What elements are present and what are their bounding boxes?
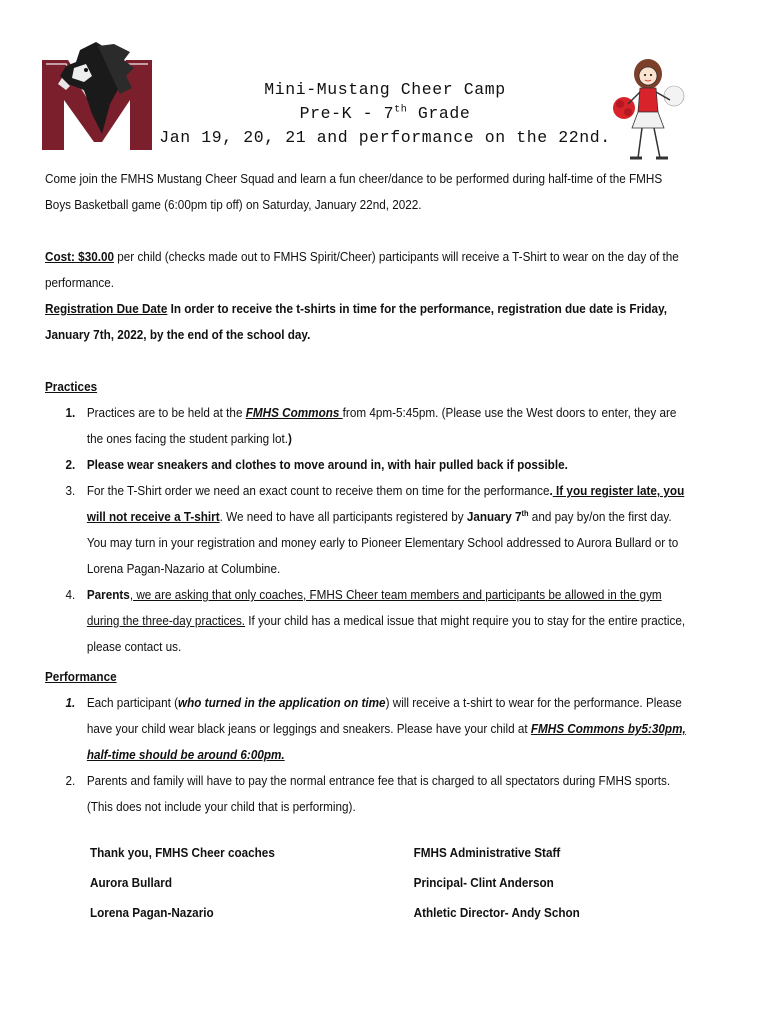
- registration-label: Registration Due Date: [45, 302, 168, 316]
- practices-list: [45, 400, 687, 660]
- intro-paragraph: Come join the FMHS Mustang Cheer Squad and learn a fun cheer/dance to be performed during half-time of the FMHS Boys Basketball game (6:00pm tip off) on Saturday, January 22nd, 2022.: [45, 172, 663, 212]
- list-item: 2. Please wear sneakers and clothes to move around in, with hair pulled back if possible.: [65, 458, 568, 472]
- flyer-body: [45, 166, 687, 820]
- camp-title: [150, 78, 620, 150]
- principal-name: Principal- Clint Anderson: [413, 876, 554, 890]
- list-item: 4. Parents, we are asking that only coaches, FMHS Cheer team members and participants be allowed in the gym during the three-day practices. If your child has a medical issue that might require you to stay for the entire practice, please contact us.: [65, 588, 686, 654]
- coach-name: Lorena Pagan-Nazario: [90, 906, 214, 920]
- cost-label: Cost: $30.00: [45, 250, 115, 264]
- admin-signoff: FMHS Administrative Staff: [413, 846, 561, 860]
- cost-paragraph: Cost: $30.00 per child (checks made out to FMHS Spirit/Cheer) participants will receive a T-Shirt to wear on the day of the performance.: [45, 250, 679, 290]
- practices-heading: Practices: [45, 380, 98, 394]
- title-line-1: Mini-Mustang Cheer Camp: [264, 80, 506, 99]
- list-item: 2. Parents and family will have to pay the normal entrance fee that is charged to all spectators during FMHS sports. (This does not include your child that is performing).: [65, 774, 671, 814]
- title-line-2: Pre-K - 7th Grade: [299, 104, 471, 123]
- coach-name: Aurora Bullard: [90, 876, 172, 890]
- registration-paragraph: Registration Due Date In order to receive the t-shirts in time for the performance, registration due date is Friday, January 7th, 2022, by the end of the school day.: [45, 302, 667, 342]
- performance-heading: Performance: [45, 670, 117, 684]
- cheerleader-illustration: [610, 56, 690, 166]
- list-item: 1. Each participant (who turned in the application on time) will receive a t-shirt to wear for the performance. Please have your child wear black jeans or leggings and sneakers. Please have your child at FMHS Commons by5:30pm, half-time should be around 6:00pm.: [65, 696, 686, 762]
- coaches-signoff: Thank you, FMHS Cheer coaches: [90, 846, 275, 860]
- title-line-3: Jan 19, 20, 21 and performance on the 22nd.: [159, 128, 611, 147]
- list-item: 1. Practices are to be held at the FMHS Commons from 4pm-5:45pm. (Please use the West doors to enter, they are the ones facing the student parking lot.): [65, 406, 677, 446]
- mustang-logo: [40, 42, 156, 154]
- list-item: 3. For the T-Shirt order we need an exact count to receive them on time for the performance. If you register late, you will not receive a T-shirt. We need to have all participants registered by January 7th and pay by/on the first day. You may turn in your registration and money early to Pioneer Elementary School addressed to Aurora Bullard or to Lorena Pagan-Nazario at Columbine.: [65, 484, 685, 576]
- performance-list: [45, 690, 687, 820]
- signature-block: [90, 846, 667, 936]
- athletic-director-name: Athletic Director- Andy Schon: [413, 906, 580, 920]
